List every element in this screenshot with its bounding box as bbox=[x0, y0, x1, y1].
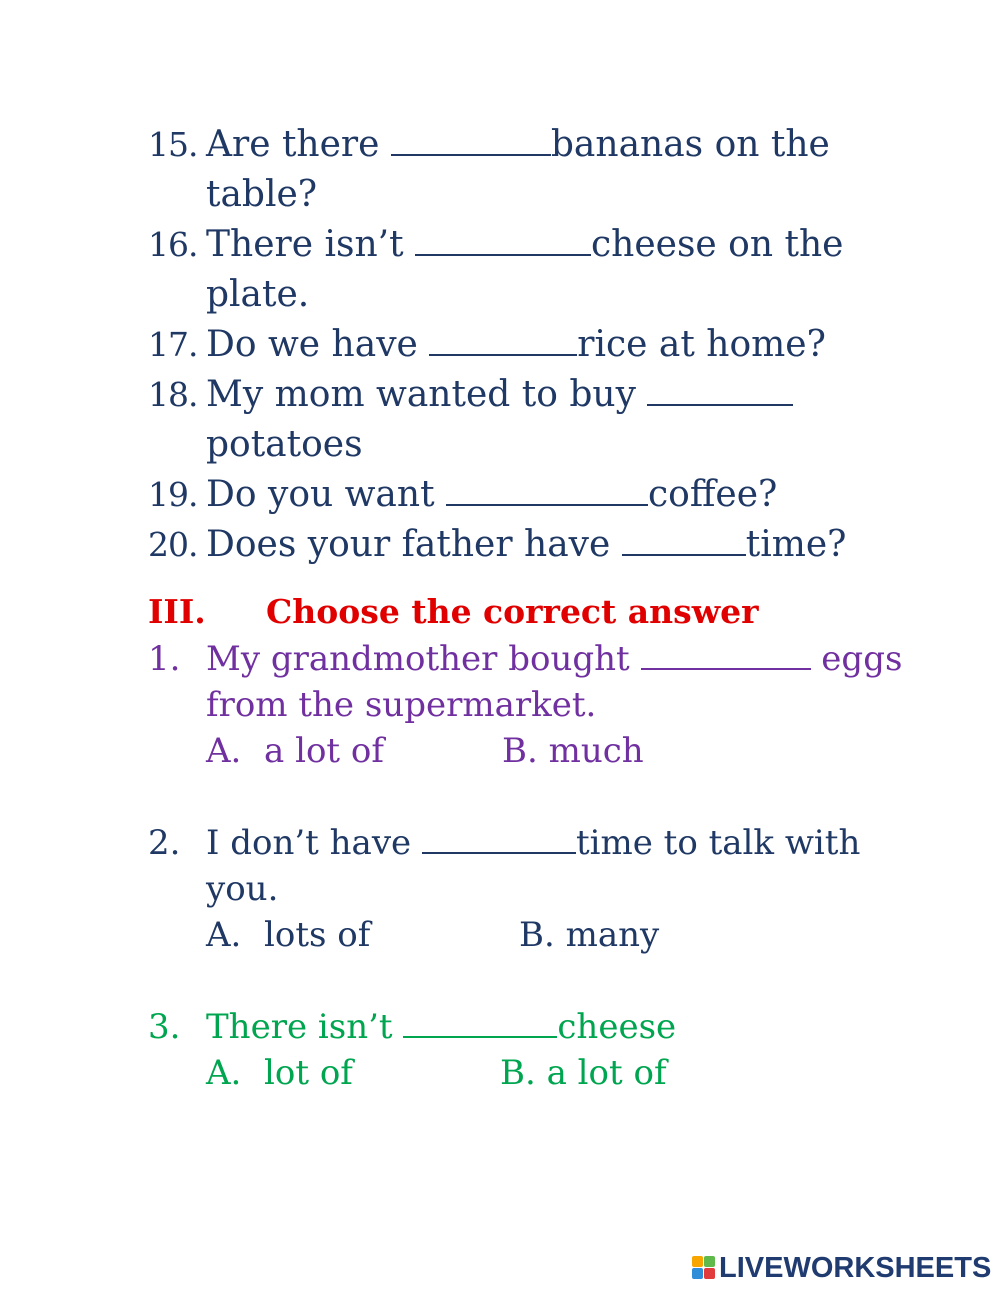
question-number: 15. bbox=[148, 125, 198, 164]
answer-blank[interactable] bbox=[429, 324, 577, 356]
question-text-end: time? bbox=[745, 524, 847, 565]
question-text-start: There isn’t bbox=[206, 1007, 404, 1047]
option-a[interactable] bbox=[206, 1050, 500, 1096]
answer-blank[interactable] bbox=[446, 474, 648, 506]
question-text-end: potatoes bbox=[206, 424, 363, 465]
option-letter: A. bbox=[206, 915, 242, 955]
mc-question-3 bbox=[148, 1004, 908, 1096]
section-title: Choose the correct answer bbox=[266, 592, 759, 631]
question-17 bbox=[148, 320, 908, 370]
option-a[interactable] bbox=[206, 912, 519, 958]
question-text-start: My mom wanted to buy bbox=[206, 374, 648, 415]
question-number: 3. bbox=[148, 1007, 181, 1047]
option-b[interactable]: B. much bbox=[502, 731, 644, 771]
question-20 bbox=[148, 520, 908, 570]
logo-blocks-icon bbox=[692, 1256, 716, 1280]
question-text-start: My grandmother bought bbox=[206, 639, 641, 679]
question-16 bbox=[148, 220, 908, 320]
answer-blank[interactable] bbox=[422, 822, 576, 854]
question-text-start: I don’t have bbox=[206, 823, 422, 863]
question-number: 16. bbox=[148, 225, 198, 264]
answer-blank[interactable] bbox=[647, 374, 793, 406]
section-number: III. bbox=[148, 592, 206, 631]
answer-blank[interactable] bbox=[403, 1006, 557, 1038]
option-a-text: lot of bbox=[264, 1053, 353, 1093]
question-text-start: Do you want bbox=[206, 474, 446, 515]
option-a-text: a lot of bbox=[264, 731, 384, 771]
answer-blank[interactable] bbox=[415, 224, 591, 256]
question-number: 19. bbox=[148, 475, 198, 514]
question-text-end: coffee? bbox=[648, 474, 778, 515]
question-text-end: eggs from the supermarket. bbox=[206, 639, 903, 725]
answer-blank[interactable] bbox=[641, 638, 811, 670]
question-15 bbox=[148, 120, 908, 220]
question-text-end: time to talk with you. bbox=[206, 823, 861, 909]
question-number: 17. bbox=[148, 325, 198, 364]
question-text-start: Are there bbox=[206, 124, 391, 165]
question-number: 1. bbox=[148, 639, 181, 679]
question-text-end: bananas on the table? bbox=[206, 124, 830, 215]
answer-blank[interactable] bbox=[622, 524, 746, 556]
question-number: 20. bbox=[148, 525, 198, 564]
question-text-start: Does your father have bbox=[206, 524, 622, 565]
question-text-start: Do we have bbox=[206, 324, 430, 365]
question-text-end: cheese bbox=[557, 1007, 677, 1047]
option-b[interactable]: B. a lot of bbox=[500, 1053, 667, 1093]
question-19 bbox=[148, 470, 908, 520]
question-text-end: rice at home? bbox=[577, 324, 826, 365]
option-b[interactable]: B. many bbox=[519, 915, 660, 955]
question-text-end: cheese on the plate. bbox=[206, 224, 844, 315]
question-number: 2. bbox=[148, 823, 181, 863]
question-18 bbox=[148, 370, 908, 470]
option-letter: A. bbox=[206, 1053, 242, 1093]
option-a-text: lots of bbox=[264, 915, 371, 955]
liveworksheets-logo bbox=[692, 1252, 991, 1284]
option-letter: A. bbox=[206, 731, 242, 771]
question-text-start: There isn’t bbox=[206, 224, 415, 265]
section-heading bbox=[148, 588, 759, 636]
question-number: 18. bbox=[148, 375, 198, 414]
mc-question-1 bbox=[148, 636, 908, 774]
option-a[interactable] bbox=[206, 728, 502, 774]
logo-wordmark: LIVEWORKSHEETS bbox=[719, 1251, 992, 1284]
answer-blank[interactable] bbox=[391, 124, 551, 156]
mc-question-2 bbox=[148, 820, 908, 958]
